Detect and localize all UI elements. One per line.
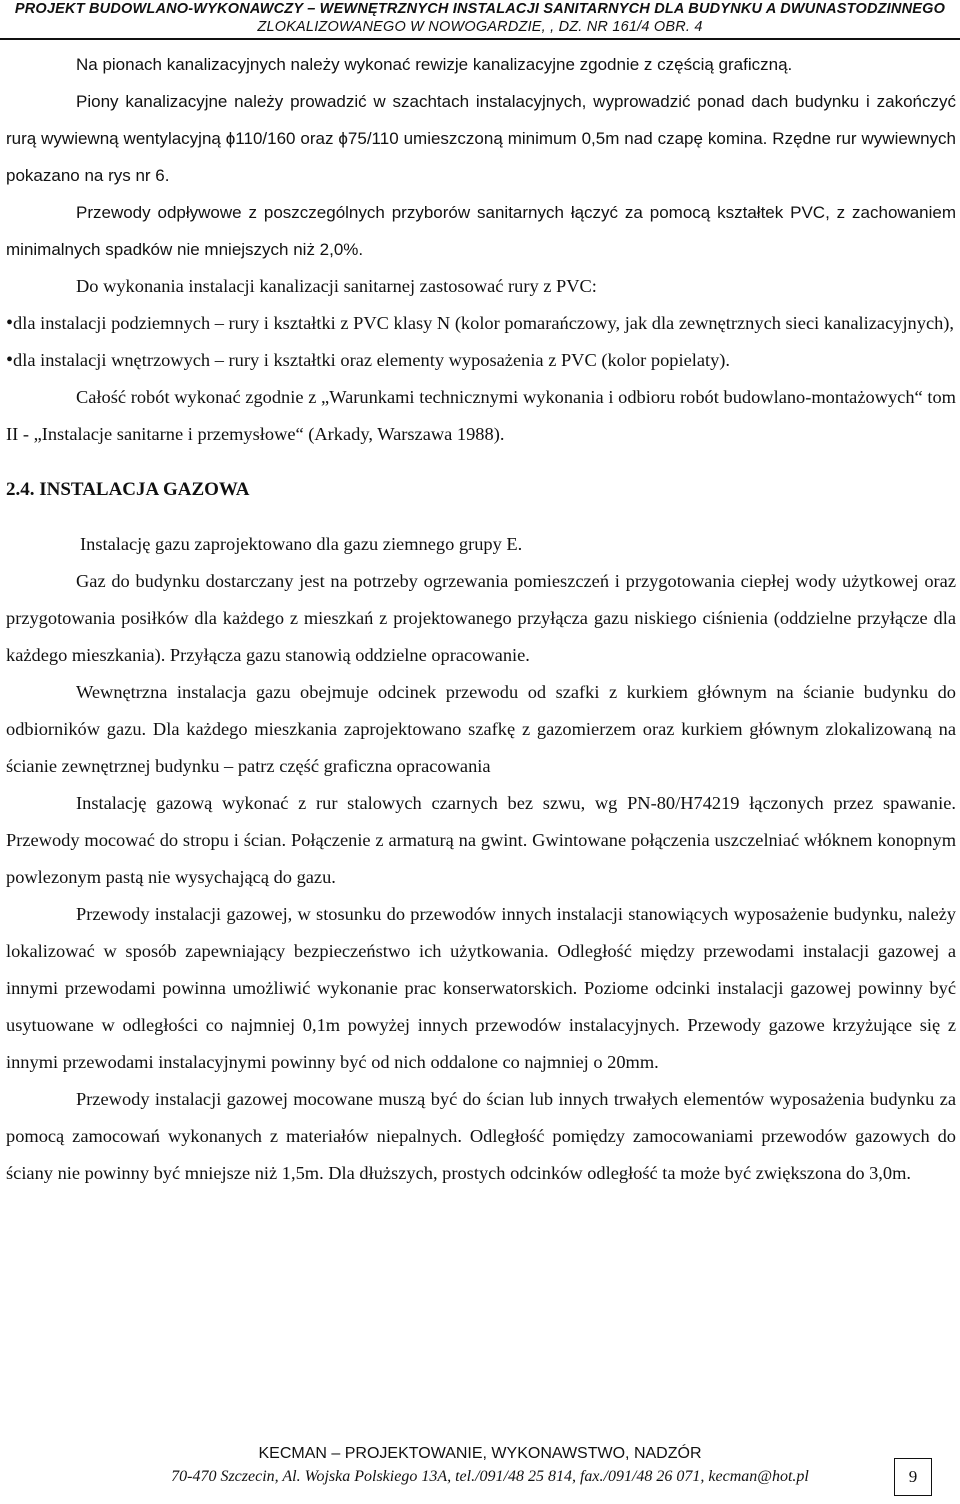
section-heading-gas: 2.4. INSTALACJA GAZOWA	[6, 479, 250, 500]
bullet-dot-icon: •	[6, 349, 14, 371]
paragraph-pipe-location: Przewody instalacji gazowej, w stosunku do przewodów innych instalacji stanowiących wyposażenie budynku, należy lokalizować w sposób zapewniający bezpieczeństwo ich użytkowania. Odległość między przewodami instalacji gazowej a innymi przewodami powinna umożliwić wykonanie prac konserwatorskich. Poziome odcinki instalacji gazowej powinny być usytuowane w odległości co najmniej 0,1m powyżej innych przewodów instalacyjnych. Przewody gazowe krzyżujące się z innymi przewodami instalacyjnymi powinny być od nich oddalone co najmniej o 20mm.	[6, 904, 956, 1072]
document-body	[6, 46, 956, 1192]
paragraph-revisions: Na pionach kanalizacyjnych należy wykonać rewizje kanalizacyjne zgodnie z częścią graficzną.	[76, 55, 793, 74]
page-number: 9	[894, 1458, 932, 1496]
paragraph-drain-pipes: Przewody odpływowe z poszczególnych przyborów sanitarnych łączyć za pomocą kształtek PVC, z zachowaniem minimalnych spadków nie mniejszych niż 2,0%.	[6, 203, 956, 259]
paragraph-internal-installation: Wewnętrzna instalacja gazu obejmuje odcinek przewodu od szafki z kurkiem głównym na ścianie budynku do odbiorników gazu. Dla każdego mieszkania zaprojektowano szafkę z gazomierzem oraz kurkiem głównym zlokalizowaną na ścianie zewnętrznej budynku – patrz część graficzna opracowania	[6, 682, 956, 776]
bullet-indoor	[6, 342, 956, 379]
bullet-underground-text: dla instalacji podziemnych – rury i kształtki z PVC klasy N (kolor pomarańczowy, jak dla zewnętrznych sieci kanalizacyjnych),	[13, 313, 955, 333]
paragraph-gas-type: Instalację gazu zaprojektowano dla gazu ziemnego grupy E.	[80, 534, 523, 554]
header-location: ZLOKALIZOWANEGO W NOWOGARDZIE, , DZ. NR 161/4 OBR. 4	[257, 19, 703, 35]
paragraph-risers-text: Piony kanalizacyjne należy prowadzić w szachtach instalacyjnych, wyprowadzić ponad dach budynku i zakończyć rurą wywiewną wentylacyjną ϕ110/160 oraz ϕ75/110 umieszczoną minimum 0,5m nad czapę komina. Rzędne rur wywiewnych pokazano na rys nr 6.	[6, 92, 956, 185]
header-title: PROJEKT BUDOWLANO-WYKONAWCZY – WEWNĘTRZNYCH INSTALACJI SANITARNYCH DLA BUDYNKU A DWUNASTODZINNEGO	[14, 1, 946, 17]
paragraph-gas-supply: Gaz do budynku dostarczany jest na potrzeby ogrzewania pomieszczeń i przygotowania ciepłej wody użytkowej oraz przygotowania posiłków dla każdego z mieszkań z projektowanego przyłącza gazu niskiego ciśnienia (oddzielne przyłącze dla każdego mieszkania). Przyłącza gazu stanowią oddzielne opracowanie.	[6, 571, 956, 665]
bullet-underground	[6, 305, 956, 342]
bullet-indoor-text: dla instalacji wnętrzowych – rury i kształtki oraz elementy wyposażenia z PVC (kolor popielaty).	[13, 350, 731, 370]
bullet-dot-icon: •	[6, 312, 14, 334]
page-footer	[0, 1444, 960, 1504]
paragraph-risers	[6, 83, 956, 194]
footer-address: 70-470 Szczecin, Al. Wojska Polskiego 13A, tel./091/48 25 814, fax./091/48 26 071, kecman@hot.pl	[171, 1468, 809, 1485]
paragraph-technical-conditions: Całość robót wykonać zgodnie z „Warunkami technicznymi wykonania i odbioru robót budowlano-montażowych“ tom II - „Instalacje sanitarne i przemysłowe“ (Arkady, Warszawa 1988).	[6, 387, 956, 444]
footer-company: KECMAN – PROJEKTOWANIE, WYKONAWSTWO, NADZÓR	[258, 1445, 702, 1462]
paragraph-pipe-mounting: Przewody instalacji gazowej mocowane muszą być do ścian lub innych trwałych elementów wyposażenia budynku za pomocą zamocowań wykonanych z materiałów niepalnych. Odległość pomiędzy zamocowaniami przewodów gazowych do ściany nie powinny być mniejsze niż 1,5m. Dla dłuższych, prostych odcinków odległość ta może być zwiększona do 3,0m.	[6, 1089, 956, 1183]
paragraph-steel-pipes: Instalację gazową wykonać z rur stalowych czarnych bez szwu, wg PN-80/H74219 łączonych przez spawanie. Przewody mocować do stropu i ścian. Połączenie z armaturą na gwint. Gwintowane połączenia uszczelniać włóknem konopnym powlezonym pastą nie wysychającą do gazu.	[6, 793, 956, 887]
page-header	[0, 0, 960, 40]
paragraph-pvc-pipes: Do wykonania instalacji kanalizacji sanitarnej zastosować rury z PVC:	[76, 276, 597, 296]
